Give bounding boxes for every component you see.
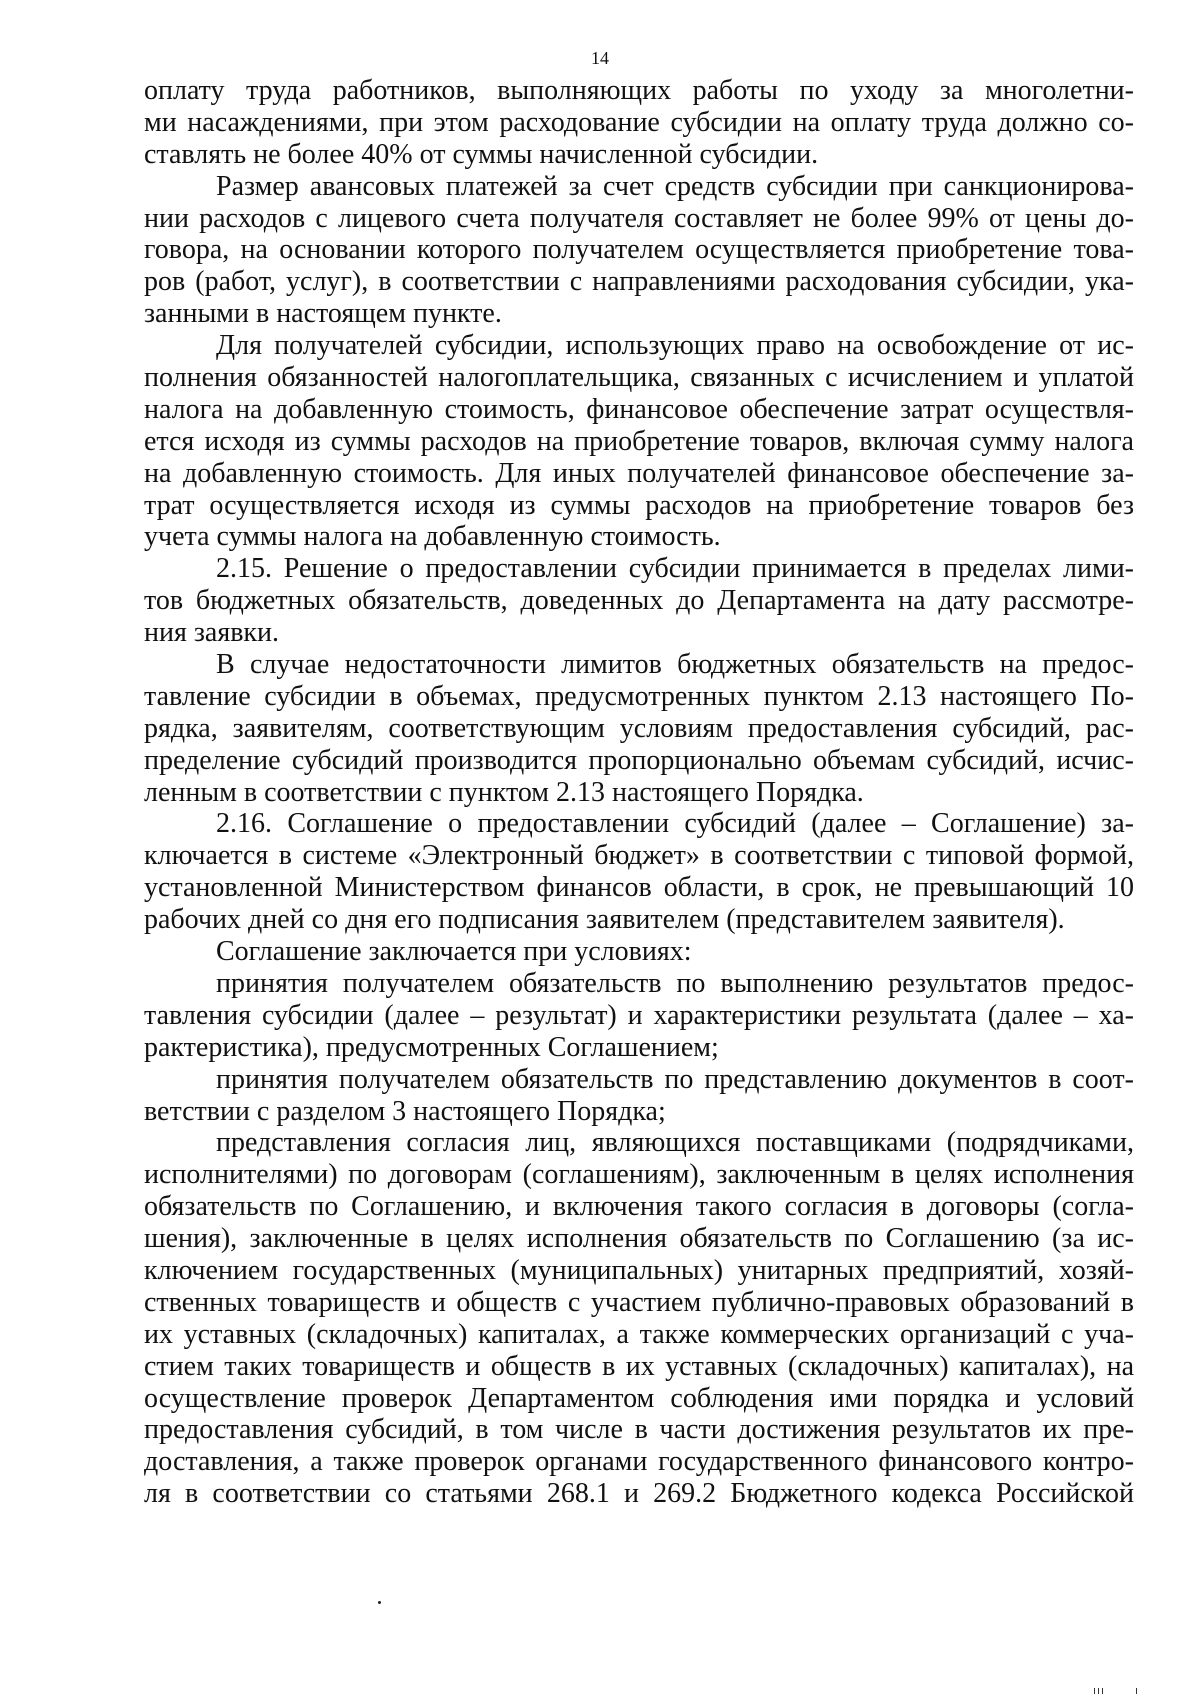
scan-speck (378, 1601, 381, 1604)
text-line: ственных товариществ и обществ с участием публично-правовых образований в (144, 1286, 1134, 1318)
text-line: доставления, а также проверок органами государственного финансового контро- (144, 1446, 1134, 1478)
text-line: принятия получателем обязательств по представлению документов в соот- (216, 1063, 1134, 1095)
text-line: их уставных (складочных) капиталах, а также коммерческих организаций с уча- (144, 1318, 1134, 1350)
text-line: Для получателей субсидии, использующих право на освобождение от ис- (216, 330, 1134, 362)
text-line: полнения обязанностей налогоплательщика, связанных с исчислением и уплатой (144, 362, 1134, 394)
text-line: установленной Министерством финансов области, в срок, не превышающий 10 (144, 872, 1134, 904)
body-text (144, 75, 1134, 1510)
text-line: ленным в соответствии с пунктом 2.13 настоящего Порядка. (144, 776, 864, 808)
scan-edge-marks (1092, 1688, 1152, 1694)
text-line: налога на добавленную стоимость, финансовое обеспечение затрат осуществля- (144, 393, 1134, 425)
text-line: пределение субсидий производится пропорционально объемам субсидий, исчис- (144, 744, 1134, 776)
text-line: ключается в системе «Электронный бюджет» в соответствии с типовой формой, (144, 840, 1134, 872)
text-line: ния заявки. (144, 617, 280, 649)
paragraph (144, 649, 1134, 808)
paragraph (144, 808, 1134, 936)
text-line: ветствии с разделом 3 настоящего Порядка; (144, 1095, 666, 1127)
text-line: исполнителями) по договорам (соглашениям), заключенным в целях исполнения (144, 1159, 1134, 1191)
text-line: нии расходов с лицевого счета получателя составляет не более 99% от цены до- (144, 202, 1134, 234)
text-line: Размер авансовых платежей за счет средств субсидии при санкционирова- (216, 170, 1134, 202)
text-line: ров (работ, услуг), в соответствии с направлениями расходования субсидии, ука- (144, 266, 1134, 298)
text-line: рактеристика), предусмотренных Соглашением; (144, 1031, 719, 1063)
text-line: представления согласия лиц, являющихся поставщиками (подрядчиками, (216, 1127, 1134, 1159)
text-line: предоставления субсидий, в том числе в части достижения результатов их пре- (144, 1414, 1134, 1446)
text-line: рабочих дней со дня его подписания заявителем (представителем заявителя). (144, 904, 1065, 936)
text-line: Соглашение заключается при условиях: (216, 936, 692, 968)
paragraph (144, 553, 1134, 649)
text-line: говора, на основании которого получателем осуществляется приобретение това- (144, 234, 1134, 266)
paragraph (144, 968, 1134, 1064)
text-line: трат осуществляется исходя из суммы расходов на приобретение товаров без (144, 489, 1134, 521)
text-line: тов бюджетных обязательств, доведенных до Департамента на дату рассмотре- (144, 585, 1134, 617)
paragraph (144, 171, 1134, 330)
text-line: ля в соответствии со статьями 268.1 и 269.2 Бюджетного кодекса Российской (144, 1478, 1134, 1510)
text-line: обязательств по Соглашению, и включения такого согласия в договоры (согла- (144, 1191, 1134, 1223)
paragraph (144, 330, 1134, 553)
text-line: ключением государственных (муниципальных) унитарных предприятий, хозяй- (144, 1254, 1134, 1286)
text-line: тавление субсидии в объемах, предусмотренных пунктом 2.13 настоящего По- (144, 680, 1134, 712)
page-number: 14 (591, 48, 609, 68)
text-line: на добавленную стоимость. Для иных получателей финансовое обеспечение за- (144, 457, 1134, 489)
text-line: стием таких товариществ и обществ в их уставных (складочных) капиталах), на (144, 1350, 1134, 1382)
text-line: оплату труда работников, выполняющих работы по уходу за многолетни- (144, 75, 1134, 106)
text-line: 2.16. Соглашение о предоставлении субсидий (далее – Соглашение) за- (216, 808, 1134, 840)
text-line: тавления субсидии (далее – результат) и характеристики результата (далее – ха- (144, 999, 1134, 1031)
text-line: ми насаждениями, при этом расходование субсидии на оплату труда должно со- (144, 106, 1134, 138)
paragraph (144, 1064, 1134, 1128)
text-line: 2.15. Решение о предоставлении субсидии принимается в пределах лими- (216, 553, 1134, 585)
text-line: ставлять не более 40% от суммы начисленной субсидии. (144, 138, 819, 170)
paragraph (144, 936, 1134, 968)
text-line: рядка, заявителям, соответствующим условиям предоставления субсидий, рас- (144, 712, 1134, 744)
text-line: В случае недостаточности лимитов бюджетных обязательств на предос- (216, 649, 1134, 681)
text-line: занными в настоящем пункте. (144, 298, 502, 330)
text-line: учета суммы налога на добавленную стоимость. (144, 521, 721, 553)
text-line: ется исходя из суммы расходов на приобретение товаров, включая сумму налога (144, 425, 1134, 457)
paragraph (144, 75, 1134, 171)
paragraph (144, 1127, 1134, 1510)
text-line: принятия получателем обязательств по выполнению результатов предос- (216, 967, 1134, 999)
text-line: осуществление проверок Департаментом соблюдения ими порядка и условий (144, 1382, 1134, 1414)
text-line: шения), заключенные в целях исполнения обязательств по Соглашению (за ис- (144, 1223, 1134, 1255)
